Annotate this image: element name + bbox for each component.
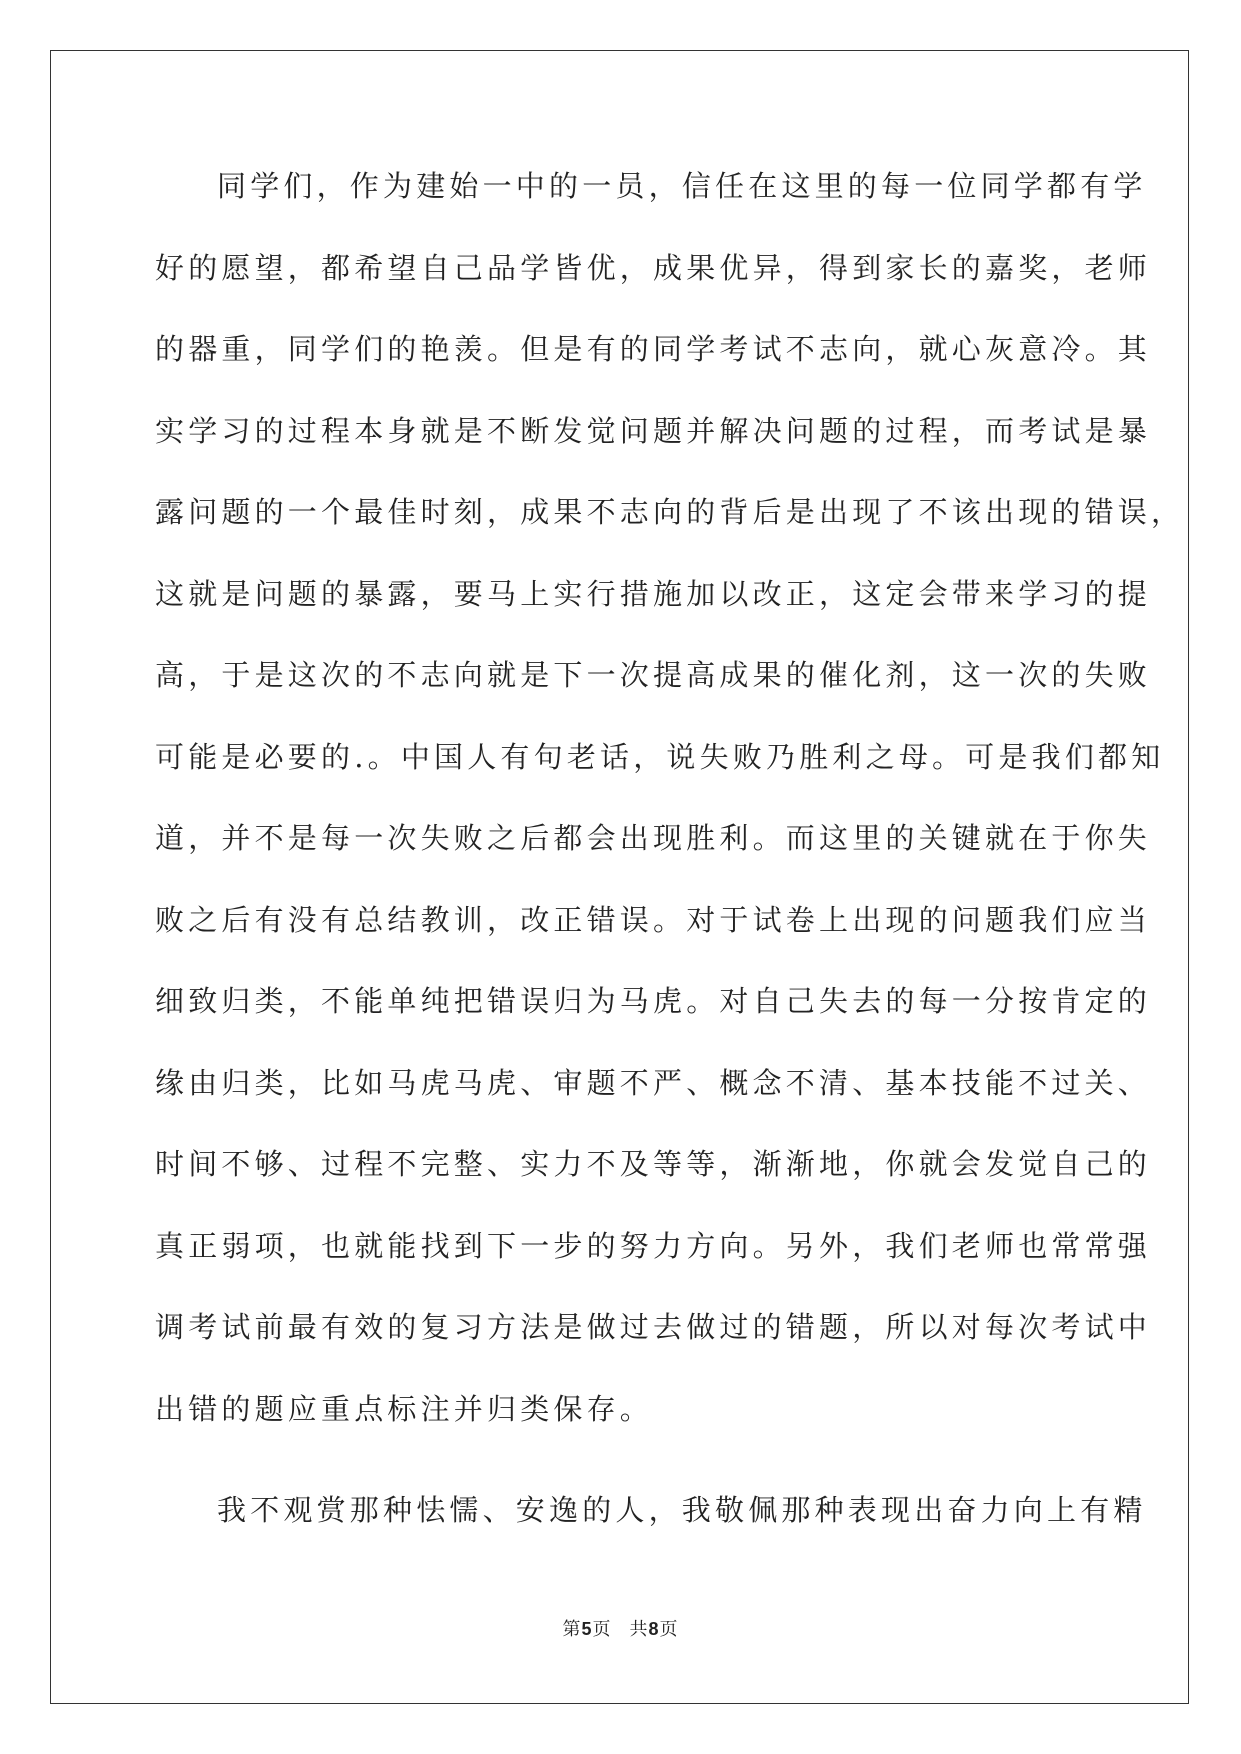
text-line: 实学习的过程本身就是不断发觉问题并解决问题的过程，而考试是暴 xyxy=(155,413,1152,448)
text-line: 败之后有没有总结教训，改正错误。对于试卷上出现的问题我们应当 xyxy=(155,902,1152,937)
text-line: 调考试前最有效的复习方法是做过去做过的错题，所以对每次考试中 xyxy=(155,1310,1152,1344)
text-line: 时间不够、过程不完整、实力不及等等，渐渐地，你就会发觉自己的 xyxy=(155,1147,1152,1181)
text-line: 道，并不是每一次失败之后都会出现胜利。而这里的关键就在于你失 xyxy=(155,821,1152,855)
text-line: 露问题的一个最佳时刻，成果不志向的背后是出现了不该出现的错误， xyxy=(155,495,1185,529)
current-page-number: 5 xyxy=(581,1619,593,1639)
text-line: 细致归类，不能单纯把错误归为马虎。对自己失去的每一分按肯定的 xyxy=(155,984,1152,1018)
page-suffix: 页 xyxy=(592,1619,612,1640)
page-footer xyxy=(0,1615,1241,1641)
text-line: 这就是问题的暴露，要马上实行措施加以改正，这定会带来学习的提 xyxy=(155,576,1152,611)
text-line: 同学们，作为建始一中的一员，信任在这里的每一位同学都有学 xyxy=(217,169,1147,203)
text-line: 缘由归类，比如马虎马虎、审题不严、概念不清、基本技能不过关、 xyxy=(155,1065,1152,1100)
total-pages-number: 8 xyxy=(648,1619,660,1639)
document-body xyxy=(155,160,1185,1566)
text-line: 真正弱项，也就能找到下一步的努力方向。另外，我们老师也常常强 xyxy=(155,1228,1152,1263)
text-line: 可能是必要的.。中国人有句老话，说失败乃胜利之母。可是我们都知 xyxy=(155,739,1165,774)
text-line: 我不观赏那种怯懦、安逸的人，我敬佩那种表现出奋力向上有精 xyxy=(217,1493,1147,1527)
text-line: 好的愿望，都希望自己品学皆优，成果优异，得到家长的嘉奖，老师 xyxy=(155,250,1152,285)
text-line: 的器重，同学们的艳羡。但是有的同学考试不志向，就心灰意冷。其 xyxy=(155,332,1152,366)
text-line: 出错的题应重点标注并归类保存。 xyxy=(155,1391,654,1426)
paragraph xyxy=(155,1484,1147,1566)
total-suffix: 页 xyxy=(659,1619,679,1640)
text-line: 高，于是这次的不志向就是下一次提高成果的催化剂，这一次的失败 xyxy=(155,658,1152,692)
total-prefix: 共 xyxy=(629,1619,649,1640)
page-prefix: 第 xyxy=(562,1619,582,1640)
paragraph xyxy=(155,160,1185,1464)
